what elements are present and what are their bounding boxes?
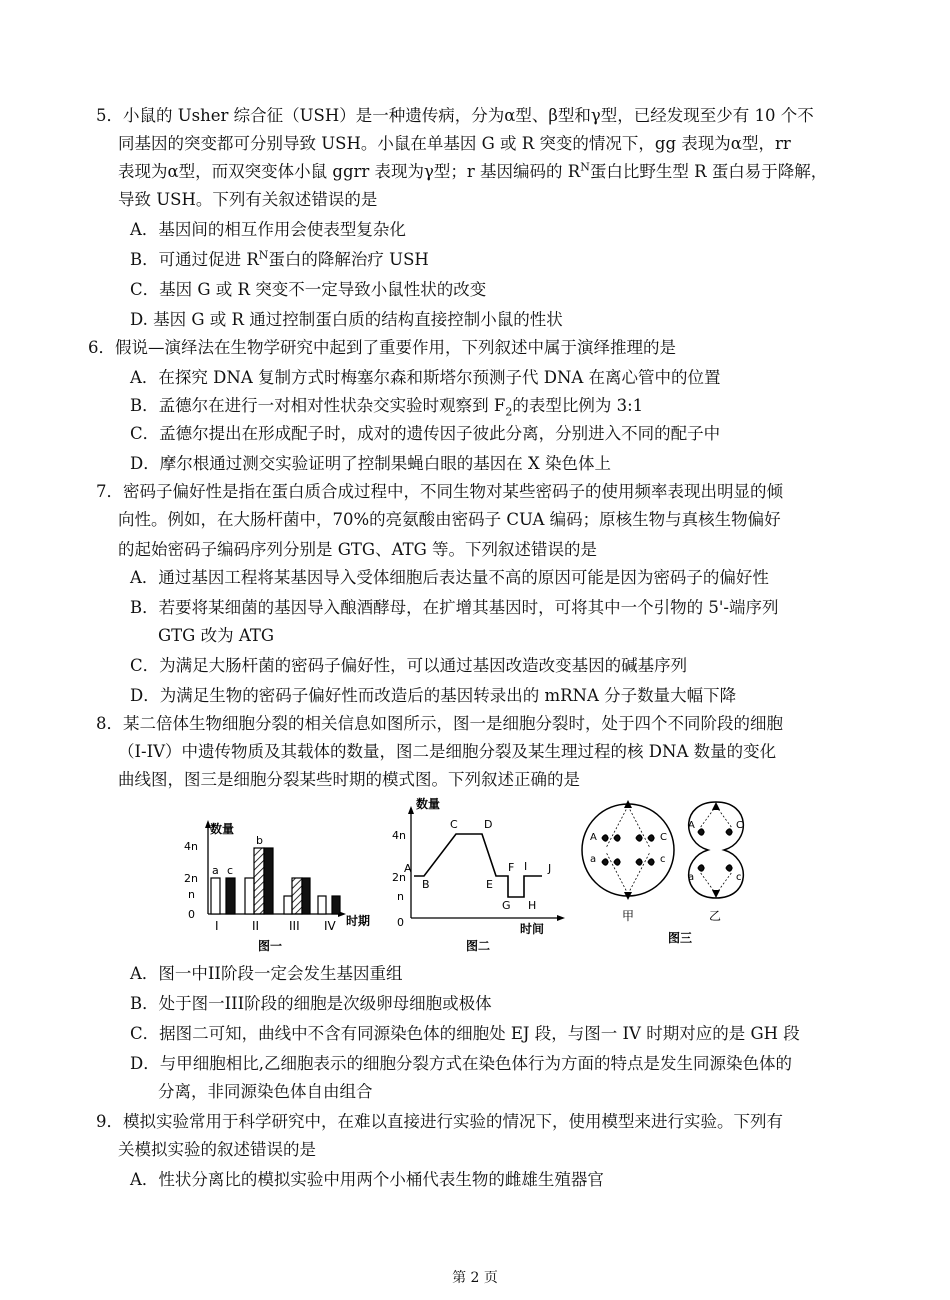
svg-text:II: II	[252, 919, 260, 933]
q7-option-d[interactable]: D．为满足生物的密码子偏好性而改造后的基因转录出的 mRNA 分子数量大幅下降	[130, 686, 737, 705]
svg-text:2n: 2n	[392, 871, 406, 884]
fig2-point-label: C	[450, 818, 458, 831]
svg-text:4n: 4n	[184, 840, 198, 853]
q5-option-c[interactable]: C．基因 G 或 R 突变不一定导致小鼠性状的改变	[130, 280, 487, 299]
svg-text:4n: 4n	[392, 829, 406, 842]
fig1-ylabel: 数量	[210, 822, 235, 836]
fig3-label-jia: 甲	[622, 909, 635, 923]
svg-text:b: b	[256, 834, 263, 847]
svg-text:a: a	[590, 854, 597, 865]
svg-text:c: c	[227, 864, 234, 877]
q6-option-a[interactable]: A．在探究 DNA 复制方式时梅塞尔森和斯塔尔预测子代 DNA 在离心管中的位置	[130, 368, 721, 387]
q8-option-d-cont: 分离，非同源染色体自由组合	[158, 1082, 373, 1101]
fig1-bar-I-a	[211, 878, 220, 914]
q6-option-d[interactable]: D．摩尔根通过测交实验证明了控制果蝇白眼的基因在 X 染色体上	[130, 454, 611, 473]
fig2-point-label: B	[422, 878, 430, 891]
svg-text:I: I	[215, 919, 219, 933]
fig2-point-label: D	[484, 818, 493, 831]
svg-text:a: a	[688, 872, 695, 883]
q8-option-d[interactable]: D．与甲细胞相比,乙细胞表示的细胞分裂方式在染色体行为方面的特点是发生同源染色体的	[130, 1054, 792, 1073]
svg-text:2n: 2n	[184, 872, 198, 885]
fig3-label-yi: 乙	[709, 909, 722, 923]
svg-text:IV: IV	[324, 919, 336, 933]
q5-option-a[interactable]: A．基因间的相互作用会使表型复杂化	[130, 220, 406, 239]
svg-text:A: A	[688, 820, 695, 831]
svg-text:c: c	[736, 872, 742, 883]
q8-option-a[interactable]: A．图一中II阶段一定会发生基因重组	[130, 964, 403, 983]
fig1-xlabel: 时期	[346, 914, 371, 928]
q6-option-b[interactable]: B．孟德尔在进行一对相对性状杂交实验时观察到 $F_2$的表型比例为 3:1	[130, 396, 644, 419]
figure-1	[184, 820, 370, 953]
q7-option-c[interactable]: C．为满足大肠杆菌的密码子偏好性，可以通过基因改造改变基因的碱基序列	[130, 656, 688, 675]
fig1-bar-IV-c	[332, 896, 340, 914]
fig2-curve	[414, 834, 542, 897]
fig3-cell-yi	[688, 802, 743, 923]
svg-text:a: a	[212, 864, 219, 877]
svg-text:c: c	[660, 854, 666, 865]
fig2-point-label: E	[486, 878, 493, 891]
svg-text:n: n	[188, 888, 195, 901]
fig2-point-label: F	[508, 861, 515, 874]
svg-text:III: III	[289, 919, 300, 933]
fig2-point-label: G	[502, 899, 511, 912]
q8-option-c[interactable]: C．据图二可知，曲线中不含有同源染色体的细胞处 EJ 段，与图一 IV 时期对应的是 GH 段	[130, 1024, 800, 1043]
q6-option-c[interactable]: C．孟德尔提出在形成配子时，成对的遗传因子彼此分离，分别进入不同的配子中	[130, 424, 721, 443]
fig1-bar-II-b	[254, 848, 264, 914]
q7-option-b[interactable]: B．若要将某细菌的基因导入酿酒酵母，在扩增其基因时，可将其中一个引物的 5'-端序列	[130, 598, 779, 617]
fig2-point-labels	[404, 818, 551, 912]
svg-text:0: 0	[188, 908, 195, 921]
fig3-cell-jia	[582, 800, 674, 923]
fig1-bar-II-c	[264, 848, 273, 914]
q5-option-d[interactable]: D. 基因 G 或 R 通过控制蛋白质的结构直接控制小鼠的性状	[130, 310, 563, 329]
figure-2	[392, 796, 565, 953]
fig1-bar-III-a	[284, 896, 292, 914]
page-number: 第 2 页	[452, 1270, 498, 1286]
svg-text:A: A	[590, 832, 597, 843]
q7-option-b-cont: GTG 改为 ATG	[158, 626, 275, 645]
fig2-point-label: A	[404, 862, 412, 875]
fig1-bar-I-c	[226, 878, 235, 914]
fig3-caption: 图三	[668, 931, 693, 945]
svg-text:C: C	[660, 832, 667, 843]
q9-option-a[interactable]: A．性状分离比的模拟实验中用两个小桶代表生物的雌雄生殖器官	[130, 1170, 604, 1189]
fig2-point-label: J	[548, 862, 552, 875]
fig1-bar-III-c	[302, 878, 310, 914]
fig1-caption: 图一	[258, 939, 283, 953]
figure-area	[176, 792, 776, 962]
q7-option-a[interactable]: A．通过基因工程将某基因导入受体细胞后表达量不高的原因可能是因为密码子的偏好性	[130, 568, 769, 587]
fig1-bar-II-a	[245, 878, 254, 914]
fig2-caption: 图二	[466, 939, 491, 953]
svg-text:C: C	[736, 820, 743, 831]
svg-text:0: 0	[397, 916, 404, 929]
q8-option-b[interactable]: B．处于图一III阶段的细胞是次级卵母细胞或极体	[130, 994, 492, 1013]
fig2-xlabel: 时间	[520, 922, 545, 936]
q5-option-b[interactable]: B．可通过促进 $R^N$蛋白的降解治疗 USH	[130, 248, 429, 269]
fig1-bar-IV-a	[318, 896, 326, 914]
fig2-point-label: H	[528, 899, 537, 912]
svg-text:n: n	[397, 890, 404, 903]
fig2-ylabel: 数量	[416, 797, 441, 811]
figure-3	[582, 800, 743, 945]
fig1-bar-III-b	[292, 878, 302, 914]
fig2-point-label: I	[524, 860, 528, 873]
